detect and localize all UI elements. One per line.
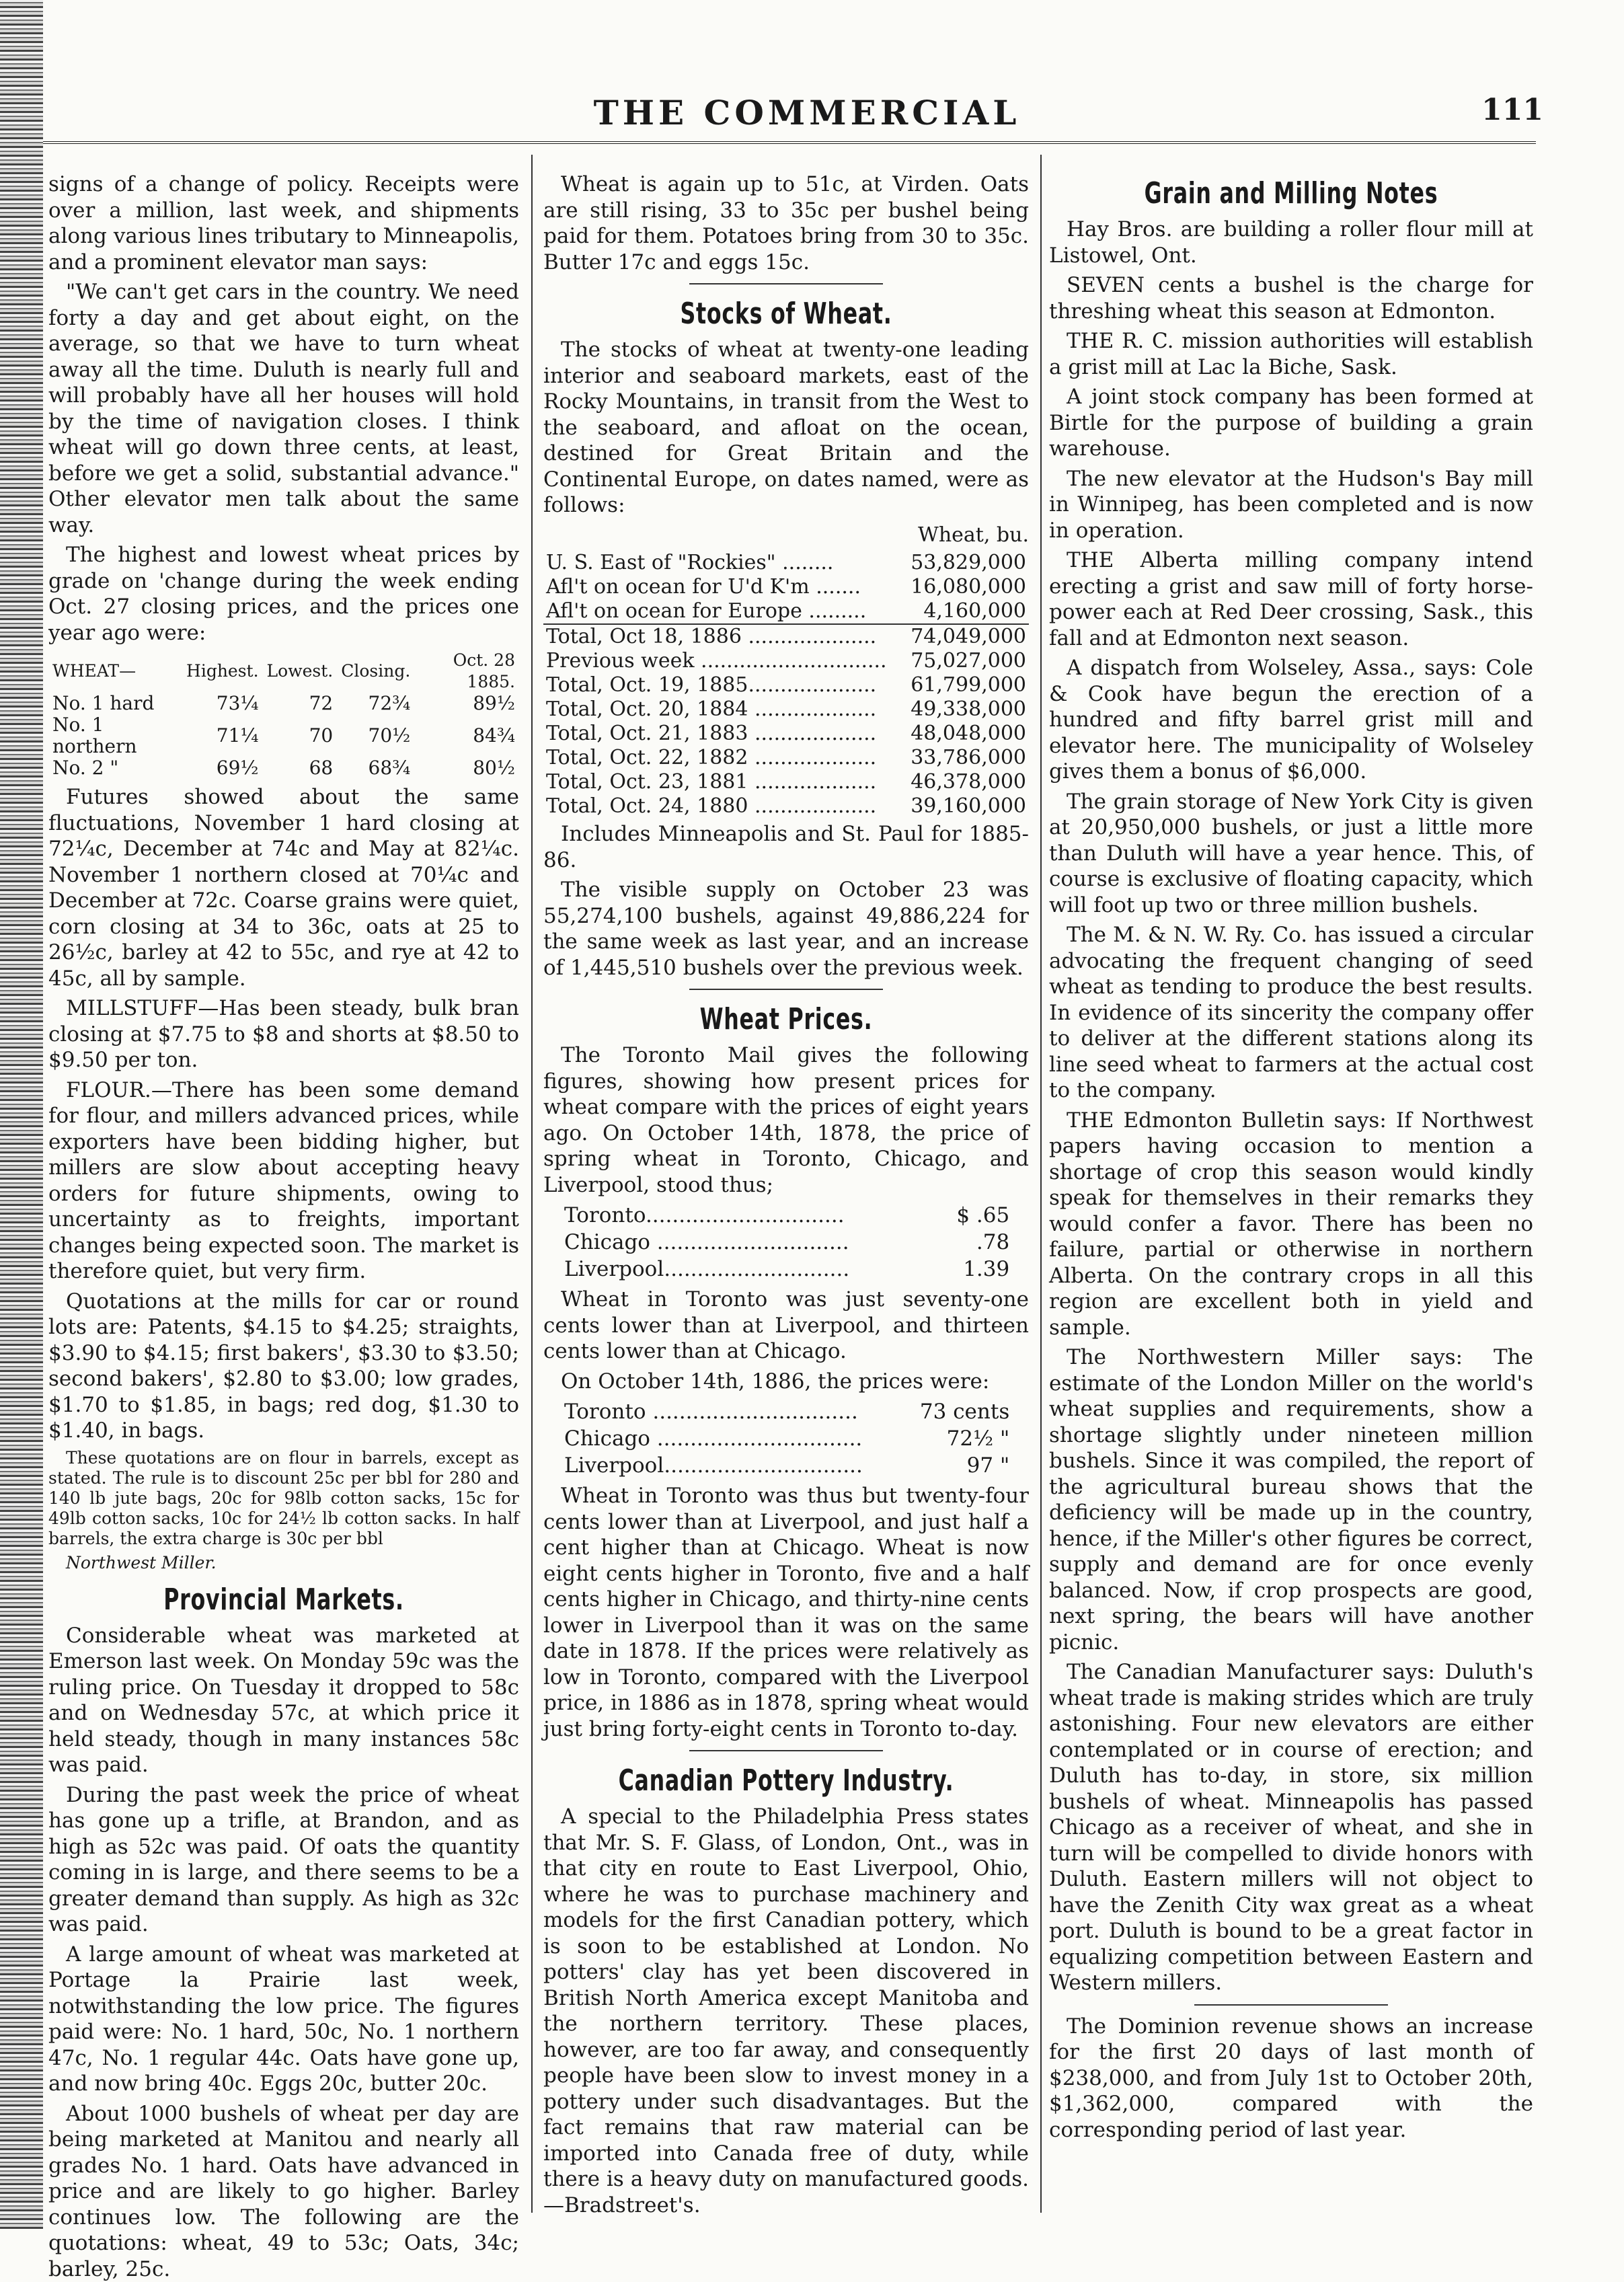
table-cell: 74,049,000: [903, 624, 1029, 649]
source-name: Northwest Miller.: [66, 1553, 217, 1572]
masthead-title: THE COMMERCIAL: [572, 93, 1042, 132]
paragraph: signs of a change of policy. Receipts were over a million, last week, and shipments along various lines tributary to Minneapolis, and a prominent elevator man says:: [48, 172, 519, 275]
table-cell: 39,160,000: [903, 794, 1029, 819]
table-row: [543, 794, 1029, 819]
table-cell: 48,048,000: [903, 722, 1029, 746]
table-row: [543, 575, 1029, 599]
paragraph: Wheat in Toronto was thus but twenty-four cents lower than at Liverpool, and just half a cent higher than at Chicago. Wheat is now eight cents higher in Toronto, five and a half cents higher in Chicago, and thirty-nine cents lower in Liverpool than it was on the same date in 1878. If the prices were relatively as low in Toronto, compared with the Liverpool price, in 1886 as in 1878, spring wheat would just bring forty-eight cents in Toronto to-day.: [543, 1483, 1029, 1742]
news-item: The Northwestern Miller says: The estimate of the London Miller on the world's wheat supplies and requirements, show a shortage slightly under nineteen million bushels. Since it was compiled, the report of the agricultural bureau shows that the deficiency will be made up in the country, hence, if the Miller's other figures be correct, supply and demand are for once evenly balanced. Now, if crop prospects are good, next spring, the bears will have another picnic.: [1049, 1344, 1533, 1655]
paragraph: During the past week the price of wheat has gone up a trifle, at Brandon, and as high as 52c was paid. Of oats the quantity coming in is large, and there seems to be a greater demand than supply. As high as 32c was paid.: [48, 1782, 519, 1938]
stocks-unit-label: Wheat, bu.: [543, 523, 1029, 549]
section-heading-provincial-markets: Provincial Markets.: [114, 1583, 453, 1618]
table-cell: Total, Oct. 23, 1881 ...................: [543, 770, 903, 794]
table-header: Highest.: [182, 650, 263, 693]
table-header: WHEAT—: [48, 650, 182, 693]
table-row: [543, 770, 1029, 794]
paragraph: The Toronto Mail gives the following figures, showing how present prices for wheat compare with the prices of eight years ago. On October 14th, 1878, the price of spring wheat in Toronto, Chicago, and Liverpool, stood thus;: [543, 1042, 1029, 1198]
paragraph: Quotations at the mills for car or round lots are: Patents, $4.15 to $4.25; straights, $3.90 to $4.15; first bakers', $3.30 to $3.50; second bakers', $2.80 to $3.00; low grades, $1.70 to $1.85, in bags; red dog, $1.30 to $1.40, in bags.: [48, 1289, 519, 1444]
paragraph: About 1000 bushels of wheat per day are being marketed at Manitou and nearly all grades No. 1 hard. Oats have advanced in price and are likely to go higher. Barley continues low. The following are the quotations: wheat, 49 to 53c; Oats, 34c; barley, 25c.: [48, 2101, 519, 2282]
table-row: [543, 746, 1029, 770]
table-row: [48, 757, 519, 779]
table-row: [564, 1425, 1010, 1452]
table-row: [564, 1398, 1010, 1425]
paragraph: Considerable wheat was marketed at Emerson last week. On Monday 59c was the ruling price. On Tuesday it dropped to 58c and on Wednesday 57c, at which price it held steady, though in many instances 58c was paid.: [48, 1623, 519, 1778]
news-item: The new elevator at the Hudson's Bay mill in Winnipeg, has been completed and is now in operation.: [1049, 466, 1533, 544]
separator: [543, 1747, 1029, 1754]
table-cell: 53,829,000: [903, 551, 1029, 575]
table-cell: Liverpool..............................: [564, 1452, 906, 1479]
section-heading-canadian-pottery: Canadian Pottery Industry.: [611, 1763, 961, 1798]
prices-1886-table: [564, 1398, 1010, 1479]
news-item: THE Edmonton Bulletin says: If Northwest papers having occasion to mention a shortage of crop this season would kindly speak for themselves in their remarks they would confer a favor. There has been no failure, partial or otherwise in northern Alberta. On the contrary crops in all this region are excellent both in yield and sample.: [1049, 1108, 1533, 1341]
table-row: [48, 693, 519, 714]
separator: [543, 986, 1029, 993]
page-number: 111: [1481, 93, 1543, 127]
table-cell: No. 1 northern: [48, 714, 182, 757]
footnote-source: [48, 1553, 519, 1573]
table-cell: Toronto ...............................: [564, 1398, 906, 1425]
table-cell: Toronto..............................: [564, 1202, 939, 1229]
table-row: [564, 1229, 1010, 1256]
news-item: Hay Bros. are building a roller flour mill at Listowel, Ont.: [1049, 217, 1533, 268]
prices-1878-table: [564, 1202, 1010, 1283]
table-cell: 69½: [182, 757, 263, 779]
table-cell: Total, Oct. 24, 1880 ...................: [543, 794, 903, 819]
table-cell: Chicago .............................: [564, 1229, 939, 1256]
paragraph: A large amount of wheat was marketed at Portage la Prairie last week, notwithstanding the low price. The figures paid were: No. 1 hard, 50c, No. 1 northern 47c, No. 1 regular 44c. Oats have gone up, and now bring 40c. Eggs 20c, butter 20c.: [48, 1942, 519, 2097]
section-heading-wheat-prices: Wheat Prices.: [611, 1002, 961, 1037]
table-row: [564, 1256, 1010, 1283]
paragraph: The stocks of wheat at twenty-one leading interior and seaboard markets, east of the Rocky Mountains, in transit from the West to the seaboard, and afloat on the ocean, destined for Great Britain and the Continental Europe, on dates named, were as follows:: [543, 337, 1029, 519]
column-divider-2: [1040, 155, 1042, 2213]
column-1: [48, 172, 519, 2216]
column-divider-1: [531, 155, 533, 2213]
news-item: The grain storage of New York City is given at 20,950,000 bushels, or just a little more than Duluth will have a year hence. This, of course is exclusive of floating capacity, which will foot up two or three million bushels.: [1049, 789, 1533, 919]
separator: [1049, 2002, 1533, 2008]
table-cell: 84¾: [414, 714, 519, 757]
table-row: [48, 714, 519, 757]
table-cell: 72½ ": [906, 1425, 1011, 1452]
table-cell: 89½: [414, 693, 519, 714]
table-cell: Liverpool............................: [564, 1256, 939, 1283]
table-row: [543, 673, 1029, 697]
paragraph: The visible supply on October 23 was 55,274,100 bushels, against 49,886,224 for the same week as last year, and an increase of 1,445,510 bushels over the previous week.: [543, 877, 1029, 981]
news-item: SEVEN cents a bushel is the charge for threshing wheat this season at Edmonton.: [1049, 272, 1533, 324]
table-cell: 61,799,000: [903, 673, 1029, 697]
table-row: [564, 1202, 1010, 1229]
table-cell: 68¾: [337, 757, 414, 779]
table-cell: 46,378,000: [903, 770, 1029, 794]
news-item: The Canadian Manufacturer says: Duluth's wheat trade is making strides which are truly astonishing. Four new elevators are either contemplated or in course of erection; and Duluth has to-day, in store, six million bushels of wheat. Minneapolis has passed Chicago as a receiver of wheat, and she in turn will be compelled to divide honors with Duluth. Eastern millers will not object to have the Zenith City wax great as a wheat port. Duluth is bound to be a great factor in equalizing competition between Eastern and Western millers.: [1049, 1659, 1533, 1996]
paragraph: A special to the Philadelphia Press states that Mr. S. F. Glass, of London, Ont., was in that city en route to East Liverpool, Ohio, where he was to purchase machinery and models for the first Canadian pottery, which is soon to be established at London. No potters' clay has yet been discovered in British North America except Manitoba and the northern territory. These places, however, are too far away, and consequently people have been slow to invest money in a pottery under such disadvantages. But the fact remains that raw material can be imported into Canada free of duty, while there is a heavy duty on manufactured goods.—Bradstreet's.: [543, 1804, 1029, 2218]
wheat-grade-price-table: [48, 650, 519, 779]
table-cell: 70½: [337, 714, 414, 757]
table-cell: 97 ": [906, 1452, 1011, 1479]
table-cell: $ .65: [939, 1202, 1010, 1229]
news-item: A joint stock company has been formed at Birtle for the purpose of building a grain warehouse.: [1049, 384, 1533, 462]
table-cell: Previous week .............................: [543, 649, 903, 673]
header-rule: [43, 141, 1536, 144]
table-cell: No. 2 ": [48, 757, 182, 779]
paragraph: On October 14th, 1886, the prices were:: [543, 1369, 1029, 1395]
table-cell: 68: [263, 757, 338, 779]
table-header: Closing.: [337, 650, 414, 693]
table-cell: 1.39: [939, 1256, 1010, 1283]
paragraph: "We can't get cars in the country. We need forty a day and get about eight, on the average, so that we have to turn wheat away all the time. Duluth is nearly full and will probably have all her houses will hold by the time of navigation closes. I think wheat will go down three cents, at least, before we get a solid, substantial advance." Other elevator men talk about the same way.: [48, 279, 519, 538]
table-cell: 80½: [414, 757, 519, 779]
table-row: [543, 722, 1029, 746]
table-cell: 33,786,000: [903, 746, 1029, 770]
scan-binding-edge: [0, 0, 43, 2229]
table-cell: 75,027,000: [903, 649, 1029, 673]
table-cell: 73¼: [182, 693, 263, 714]
paragraph: The highest and lowest wheat prices by grade on 'change during the week ending Oct. 27 closing prices, and the prices one year ago were:: [48, 542, 519, 646]
news-item: The M. & N. W. Ry. Co. has issued a circular advocating the frequent changing of seed wheat as tending to produce the best results. In evidence of its sincerity the company offer to deliver at the different stations along its line seed wheat to farmers at the actual cost to the company.: [1049, 922, 1533, 1104]
table-row: [564, 1452, 1010, 1479]
table-header: Oct. 28 1885.: [414, 650, 519, 693]
table-cell: .78: [939, 1229, 1010, 1256]
news-item: THE R. C. mission authorities will establish a grist mill at Lac la Biche, Sask.: [1049, 328, 1533, 380]
table-cell: 72¾: [337, 693, 414, 714]
table-cell: Total, Oct. 22, 1882 ...................: [543, 746, 903, 770]
table-row: [543, 649, 1029, 673]
paragraph: Includes Minneapolis and St. Paul for 1885-86.: [543, 821, 1029, 873]
table-cell: 73 cents: [906, 1398, 1011, 1425]
table-cell: 4,160,000: [903, 599, 1029, 624]
table-cell: Total, Oct. 19, 1885....................: [543, 673, 903, 697]
table-cell: Chicago ...............................: [564, 1425, 906, 1452]
news-item: A dispatch from Wolseley, Assa., says: Cole & Cook have begun the erection of a hundred and fifty barrel grist mill and elevator here. The municipality of Wolseley gives them a bonus of $6,000.: [1049, 655, 1533, 785]
table-cell: 49,338,000: [903, 697, 1029, 722]
table-cell: 16,080,000: [903, 575, 1029, 599]
table-cell: U. S. East of "Rockies" ........: [543, 551, 903, 575]
news-item: THE Alberta milling company intend erecting a grist and saw mill of forty horse-power each at Red Deer crossing, Sask., this fall and at Edmonton next season.: [1049, 547, 1533, 651]
table-cell: Total, Oct. 20, 1884 ...................: [543, 697, 903, 722]
column-2: [543, 172, 1029, 2216]
footnote: These quotations are on flour in barrels, except as stated. The rule is to discount 25c per bbl for 280 and 140 lb jute bags, 20c for 98lb cotton sacks, 15c for 49lb cotton sacks, 10c for 24½ lb cotton sacks. In half barrels, the extra charge is 30c per bbl: [48, 1448, 519, 1549]
table-cell: 72: [263, 693, 338, 714]
paragraph: Wheat is again up to 51c, at Virden. Oats are still rising, 33 to 35c per bushel being paid for them. Potatoes bring from 30 to 35c. Butter 17c and eggs 15c.: [543, 172, 1029, 275]
table-cell: Total, Oct. 21, 1883 ...................: [543, 722, 903, 746]
paragraph: MILLSTUFF—Has been steady, bulk bran closing at $7.75 to $8 and shorts at $8.50 to $9.50 per ton.: [48, 995, 519, 1073]
section-heading-grain-milling-notes: Grain and Milling Notes: [1117, 176, 1465, 211]
paragraph: FLOUR.—There has been some demand for flour, and millers advanced prices, while exporters have been bidding higher, but millers are slow about accepting heavy orders for future shipments, owing to uncertainty as to freights, important changes being expected soon. The market is therefore quiet, but very firm.: [48, 1077, 519, 1285]
table-row: [543, 697, 1029, 722]
news-item: The Dominion revenue shows an increase for the first 20 days of last month of $238,000, and from July 1st to October 20th, $1,362,000, compared with the corresponding period of last year.: [1049, 2014, 1533, 2143]
section-heading-stocks-of-wheat: Stocks of Wheat.: [611, 297, 961, 332]
table-row: [543, 551, 1029, 575]
table-cell: Total, Oct 18, 1886 ....................: [543, 624, 903, 649]
table-row: [543, 624, 1029, 649]
table-cell: Afl't on ocean for U'd K'm .......: [543, 575, 903, 599]
table-cell: No. 1 hard: [48, 693, 182, 714]
column-3: [1049, 176, 1533, 2221]
paragraph: Wheat in Toronto was just seventy-one cents lower than at Liverpool, and thirteen cents lower than at Chicago.: [543, 1287, 1029, 1365]
table-cell: 71¼: [182, 714, 263, 757]
wheat-stocks-table: [543, 551, 1029, 819]
table-cell: Afl't on ocean for Europe .........: [543, 599, 903, 624]
separator: [543, 280, 1029, 287]
table-row: [543, 599, 1029, 624]
table-header: Lowest.: [263, 650, 338, 693]
paragraph: Futures showed about the same fluctuations, November 1 hard closing at 72¼c, December at 74c and May at 82¼c. November 1 northern closed at 70¼c and December at 72c. Coarse grains were quiet, corn closing at 34 to 36c, oats at 25 to 26½c, barley at 42 to 55c, and rye at 42 to 45c, all by sample.: [48, 784, 519, 991]
table-cell: 70: [263, 714, 338, 757]
